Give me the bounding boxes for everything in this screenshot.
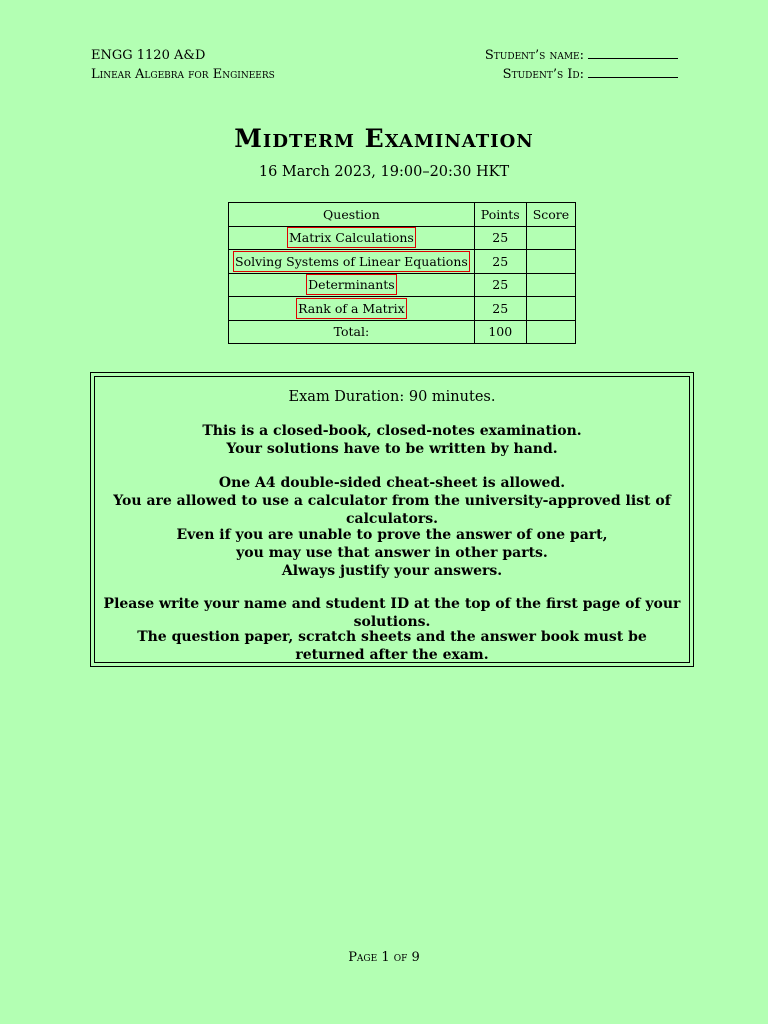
instruction-line: Always justify your answers. xyxy=(281,563,503,579)
header-score: Score xyxy=(526,203,575,227)
instruction-line: you may use that answer in other parts. xyxy=(236,545,548,561)
page-current: 1 xyxy=(381,950,390,965)
instruction-closed-book xyxy=(95,422,689,458)
question-label-rank-of-matrix[interactable]: Rank of a Matrix xyxy=(298,300,405,316)
score-cell xyxy=(526,226,575,250)
question-cell xyxy=(229,297,475,321)
course-name: Linear Algebra for Engineers xyxy=(91,67,275,82)
student-name-label: Student’s name: xyxy=(484,48,584,63)
instruction-line: The question paper, scratch sheets and the answer book must be returned after the exam. xyxy=(137,629,647,663)
exam-duration: Exam Duration: 90 minutes. xyxy=(288,389,496,405)
question-cell xyxy=(229,273,475,297)
instruction-line: Please write your name and student ID at the top of the first page of your solutions. xyxy=(103,596,681,630)
table-total-row xyxy=(229,320,576,344)
instruction-line: This is a closed-book, closed-notes examination. xyxy=(202,423,582,439)
instruction-return xyxy=(111,628,673,664)
score-cell xyxy=(526,273,575,297)
student-id-label: Student’s Id: xyxy=(502,67,584,82)
instruction-justify xyxy=(95,526,689,580)
instruction-cheat-sheet xyxy=(95,474,689,528)
table-row xyxy=(229,226,576,250)
instructions-inner-frame xyxy=(94,376,690,663)
instruction-line: You are allowed to use a calculator from the university-approved list of calculators. xyxy=(113,493,671,527)
score-table xyxy=(228,202,576,344)
table-row xyxy=(229,273,576,297)
table-row xyxy=(229,250,576,274)
instruction-line: Even if you are unable to prove the answer of one part, xyxy=(176,527,608,543)
student-id-blank xyxy=(588,65,678,78)
instruction-line: Your solutions have to be written by hand. xyxy=(226,441,558,457)
points-cell: 25 xyxy=(474,250,526,274)
question-label-matrix-calculations[interactable]: Matrix Calculations xyxy=(288,230,414,246)
course-code: ENGG 1120 A&D xyxy=(91,48,206,63)
instruction-line: One A4 double-sided cheat-sheet is allowed. xyxy=(218,475,566,491)
question-label-determinants[interactable]: Determinants xyxy=(308,277,395,293)
page-title: Midterm Examination xyxy=(234,124,534,153)
score-cell xyxy=(526,297,575,321)
points-cell: 25 xyxy=(474,273,526,297)
of-label: of xyxy=(393,950,408,965)
score-cell xyxy=(526,250,575,274)
instructions-box xyxy=(90,372,694,667)
question-cell xyxy=(229,226,475,250)
total-label: Total: xyxy=(229,320,475,344)
points-cell: 25 xyxy=(474,297,526,321)
question-label-linear-equations[interactable]: Solving Systems of Linear Equations xyxy=(235,253,468,269)
student-name-blank xyxy=(588,46,678,59)
table-header-row xyxy=(229,203,576,227)
student-id-row xyxy=(485,65,678,84)
course-header xyxy=(91,46,275,84)
total-score xyxy=(526,320,575,344)
header-points: Points xyxy=(474,203,526,227)
page-label: Page xyxy=(348,950,378,965)
page-footer xyxy=(0,950,768,965)
page-total: 9 xyxy=(411,950,420,965)
header-question: Question xyxy=(229,203,475,227)
points-cell: 25 xyxy=(474,226,526,250)
student-name-row xyxy=(485,46,678,65)
exam-date: 16 March 2023, 19:00–20:30 HKT xyxy=(258,164,510,180)
question-cell xyxy=(229,250,475,274)
table-row xyxy=(229,297,576,321)
instruction-name-id xyxy=(95,595,689,631)
total-points: 100 xyxy=(474,320,526,344)
student-info xyxy=(485,46,678,84)
